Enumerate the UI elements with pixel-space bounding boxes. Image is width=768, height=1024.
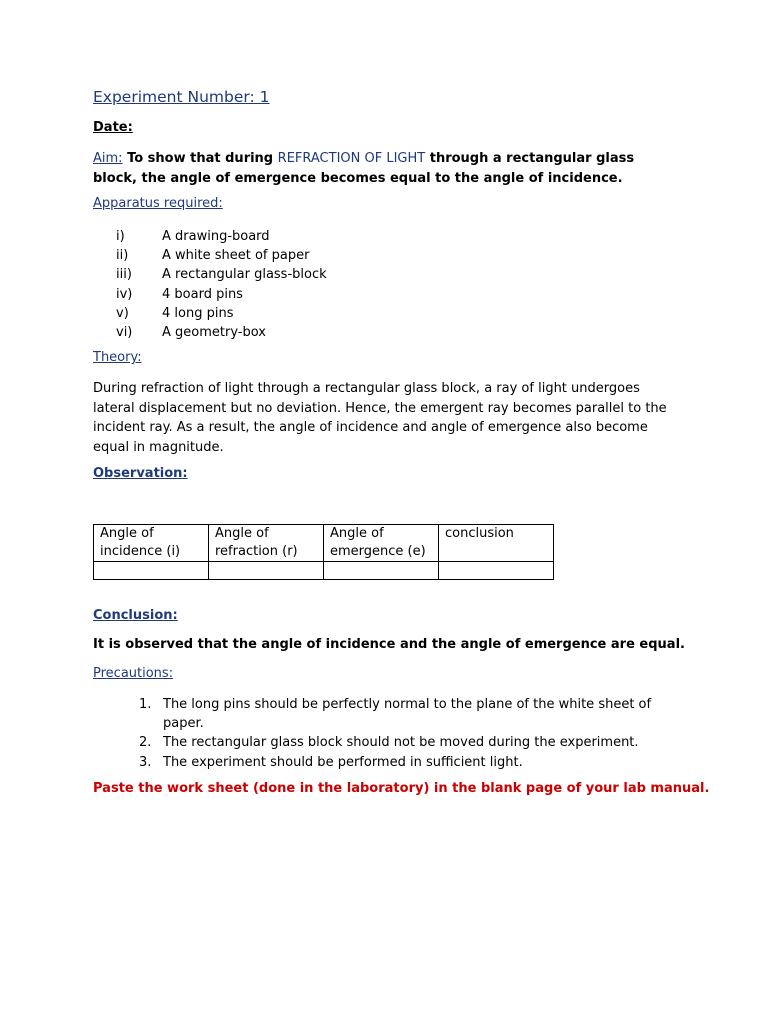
aim-highlight: REFRACTION OF LIGHT: [277, 151, 426, 166]
list-item: [93, 285, 493, 304]
list-item-number: iv): [116, 286, 133, 302]
apparatus-heading: Apparatus required:: [93, 196, 223, 211]
table-header-row: [94, 525, 554, 562]
table-header-cell: [209, 525, 324, 562]
table-header-cell: [94, 525, 209, 562]
header-line: Angle of: [215, 526, 269, 541]
list-item: [93, 265, 493, 284]
list-item-text: 4 board pins: [162, 286, 243, 302]
conclusion-heading: Conclusion:: [93, 608, 178, 623]
aim-paragraph: [93, 149, 668, 188]
header-line: incidence (i): [100, 544, 181, 559]
table-header-cell: [324, 525, 439, 562]
observation-table: [93, 524, 554, 580]
list-item-number: ii): [116, 248, 129, 264]
list-item-number: vi): [116, 324, 133, 340]
conclusion-text: It is observed that the angle of incidence and the angle of emergence are equal.: [93, 637, 685, 652]
document-page: [93, 0, 710, 1024]
list-item-text: A rectangular glass-block: [162, 267, 327, 283]
header-line: Angle of: [100, 526, 154, 541]
list-item-number: iii): [116, 267, 132, 283]
list-item-text: A geometry-box: [162, 324, 266, 340]
date-label: Date:: [93, 120, 133, 135]
table-row: [94, 562, 554, 580]
list-item: [93, 733, 663, 752]
list-item-number: 3.: [139, 754, 152, 770]
header-line: emergence (e): [330, 544, 426, 559]
aim-text-after: through a rectangular glass block, the angle of emergence becomes equal to the angle of incidence.: [93, 151, 635, 186]
list-item: [93, 304, 493, 323]
theory-heading: Theory:: [93, 350, 142, 365]
list-item-number: 2.: [139, 735, 152, 751]
list-item-text: The long pins should be perfectly normal to the plane of the white sheet of paper.: [163, 697, 652, 732]
apparatus-list: [93, 227, 493, 342]
theory-paragraph: During refraction of light through a rectangular glass block, a ray of light undergoes lateral displacement but no deviation. Hence, the emergent ray becomes parallel to the incident ray. As a result, the angle of incidence and angle of emergence also become equal in magnitude.: [93, 381, 667, 455]
list-item-number: 1.: [139, 697, 152, 712]
list-item-text: The rectangular glass block should not be moved during the experiment.: [163, 735, 639, 751]
precautions-list: [93, 695, 663, 772]
list-item: [93, 753, 663, 772]
paste-instruction-note: Paste the work sheet (done in the laboratory) in the blank page of your lab manual.: [93, 781, 710, 796]
table-cell: [324, 562, 439, 580]
header-line: Angle of: [330, 526, 384, 541]
header-line: refraction (r): [215, 544, 298, 559]
list-item-number: v): [116, 305, 129, 321]
list-item-number: i): [116, 229, 125, 244]
aim-text-before: To show that during: [122, 151, 278, 166]
list-item: [93, 695, 663, 733]
list-item-text: 4 long pins: [162, 305, 234, 321]
list-item-text: The experiment should be performed in sufficient light.: [163, 754, 523, 770]
observation-heading: Observation:: [93, 466, 188, 481]
precautions-heading: Precautions:: [93, 666, 174, 681]
aim-label: Aim:: [93, 151, 123, 166]
list-item: [93, 227, 493, 246]
list-item-text: A white sheet of paper: [162, 248, 310, 264]
table-cell: [94, 562, 209, 580]
list-item-text: A drawing-board: [162, 229, 270, 244]
table-header-cell: [439, 525, 554, 562]
table-cell: [439, 562, 554, 580]
header-line: conclusion: [445, 526, 514, 541]
experiment-title: Experiment Number: 1: [93, 88, 270, 106]
table-cell: [209, 562, 324, 580]
list-item: [93, 323, 493, 342]
list-item: [93, 246, 493, 265]
